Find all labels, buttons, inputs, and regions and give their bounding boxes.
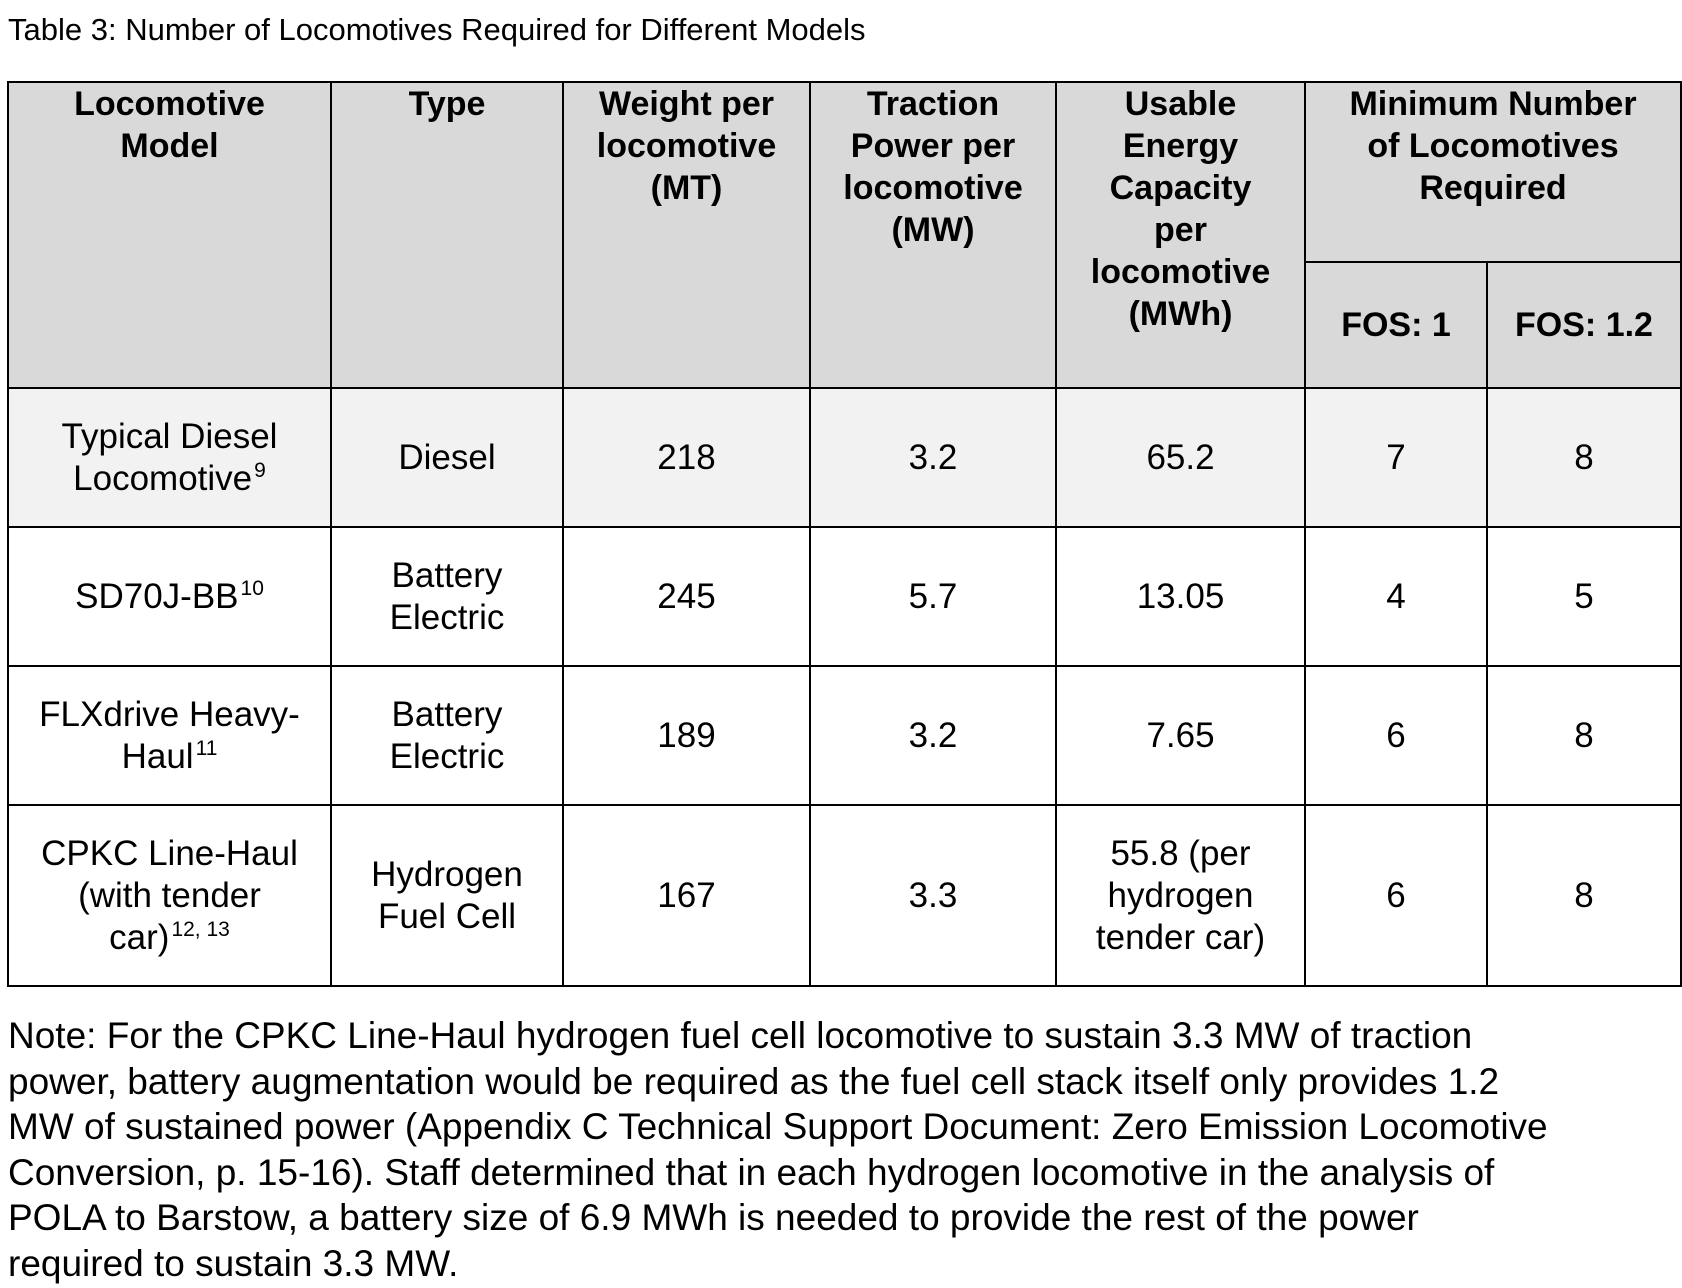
cell-text-line: car): [109, 917, 170, 957]
cell-text-line: Hydrogen: [371, 854, 523, 894]
cell-text-line: 7.65: [1146, 715, 1215, 755]
header-text-line: Weight per: [598, 85, 775, 123]
table-row: [8, 805, 1681, 986]
cell-weight: 245: [563, 527, 810, 666]
header-row: [8, 82, 1681, 262]
note-line: MW of sustained power (Appendix C Technical Support Document: Zero Emission Locomotive: [8, 1106, 1548, 1147]
cell-text-line: 13.05: [1136, 576, 1225, 616]
cell-type: [331, 666, 563, 805]
header-type: [331, 82, 563, 388]
cell-text-line: hydrogen: [1107, 875, 1254, 915]
cell-energy: [1056, 388, 1305, 527]
header-text-line: Type: [408, 85, 486, 123]
note-line: Note: For the CPKC Line-Haul hydrogen fuel cell locomotive to sustain 3.3 MW of traction: [8, 1015, 1473, 1056]
cell-energy: [1056, 666, 1305, 805]
cell-text-line: SD70J-BB: [75, 576, 239, 616]
locomotive-table: [7, 81, 1682, 987]
footnote-ref: 9: [254, 458, 266, 482]
header-usable-energy: [1056, 82, 1305, 388]
header-text-line: (MW): [891, 211, 975, 249]
cell-fos-1-2: 8: [1487, 805, 1681, 986]
note-line: POLA to Barstow, a battery size of 6.9 MWh is needed to provide the rest of the power: [8, 1197, 1419, 1238]
cell-text-line: Diesel: [398, 437, 496, 477]
cell-fos-1: 4: [1305, 527, 1487, 666]
header-text-line: Usable: [1124, 85, 1237, 123]
cell-type: [331, 805, 563, 986]
cell-fos-1: 6: [1305, 666, 1487, 805]
cell-text-line: 55.8 (per: [1110, 833, 1251, 873]
cell-energy: [1056, 527, 1305, 666]
footnote-ref: 11: [195, 736, 218, 760]
header-text-line: (MT): [650, 169, 723, 207]
header-fos-1-2: FOS: 1.2: [1487, 262, 1681, 388]
cell-text-line: tender car): [1095, 917, 1266, 957]
cell-text-line: 65.2: [1146, 437, 1215, 477]
table-note: [8, 1013, 1680, 1286]
table-caption: Table 3: Number of Locomotives Required for Different Models: [8, 12, 866, 47]
cell-text-line: CPKC Line-Haul: [41, 833, 298, 873]
header-text-line: Locomotive: [74, 85, 265, 123]
cell-text-line: Typical Diesel: [61, 416, 278, 456]
header-text-line: Model: [120, 127, 219, 165]
header-locomotive-model: [8, 82, 331, 388]
cell-fos-1: 6: [1305, 805, 1487, 986]
header-text-line: of Locomotives: [1367, 127, 1619, 165]
header-text-line: Capacity: [1109, 169, 1252, 207]
cell-model: [8, 527, 331, 666]
header-minimum-number: [1305, 82, 1681, 262]
cell-text-line: Battery: [391, 555, 503, 595]
cell-text-line: Fuel Cell: [377, 896, 517, 936]
note-line: power, battery augmentation would be required as the fuel cell stack itself only provides 1.2: [8, 1060, 1500, 1102]
header-text-line: Required: [1419, 169, 1567, 207]
cell-traction: 3.2: [810, 388, 1056, 527]
table-row: [8, 388, 1681, 527]
footnote-ref: 10: [240, 576, 264, 600]
cell-text-line: Electric: [389, 736, 505, 776]
cell-weight: 167: [563, 805, 810, 986]
cell-type: [331, 527, 563, 666]
cell-fos-1-2: 8: [1487, 388, 1681, 527]
header-text-line: per: [1154, 211, 1207, 249]
cell-model: [8, 666, 331, 805]
header-text-line: (MWh): [1128, 295, 1233, 333]
cell-traction: 5.7: [810, 527, 1056, 666]
cell-fos-1: 7: [1305, 388, 1487, 527]
header-text-line: Power per: [850, 127, 1016, 165]
header-text-line: locomotive: [1090, 253, 1271, 291]
cell-fos-1-2: 5: [1487, 527, 1681, 666]
cell-text-line: Battery: [391, 694, 503, 734]
cell-text-line: Electric: [389, 597, 505, 637]
cell-model: [8, 805, 331, 986]
table-row: [8, 527, 1681, 666]
cell-type: [331, 388, 563, 527]
cell-weight: 218: [563, 388, 810, 527]
header-text-line: Traction: [866, 85, 1000, 123]
header-weight: [563, 82, 810, 388]
cell-text-line: (with tender: [78, 875, 261, 915]
note-line: required to sustain 3.3 MW.: [8, 1242, 459, 1284]
table-row: [8, 666, 1681, 805]
header-fos-1: FOS: 1: [1305, 262, 1487, 388]
cell-energy: [1056, 805, 1305, 986]
cell-text-line: Haul: [121, 736, 194, 776]
header-text-line: locomotive: [843, 169, 1023, 207]
cell-fos-1-2: 8: [1487, 666, 1681, 805]
cell-weight: 189: [563, 666, 810, 805]
cell-text-line: FLXdrive Heavy-: [39, 694, 300, 734]
cell-traction: 3.2: [810, 666, 1056, 805]
header-text-line: Minimum Number: [1349, 85, 1637, 123]
header-text-line: locomotive: [596, 127, 777, 165]
header-traction-power: [810, 82, 1056, 388]
note-line: Conversion, p. 15-16). Staff determined that in each hydrogen locomotive in the analysis of: [8, 1151, 1495, 1193]
footnote-ref: 12, 13: [171, 917, 230, 941]
cell-traction: 3.3: [810, 805, 1056, 986]
cell-text-line: Locomotive: [73, 458, 253, 498]
cell-model: [8, 388, 331, 527]
header-text-line: Energy: [1122, 127, 1239, 165]
